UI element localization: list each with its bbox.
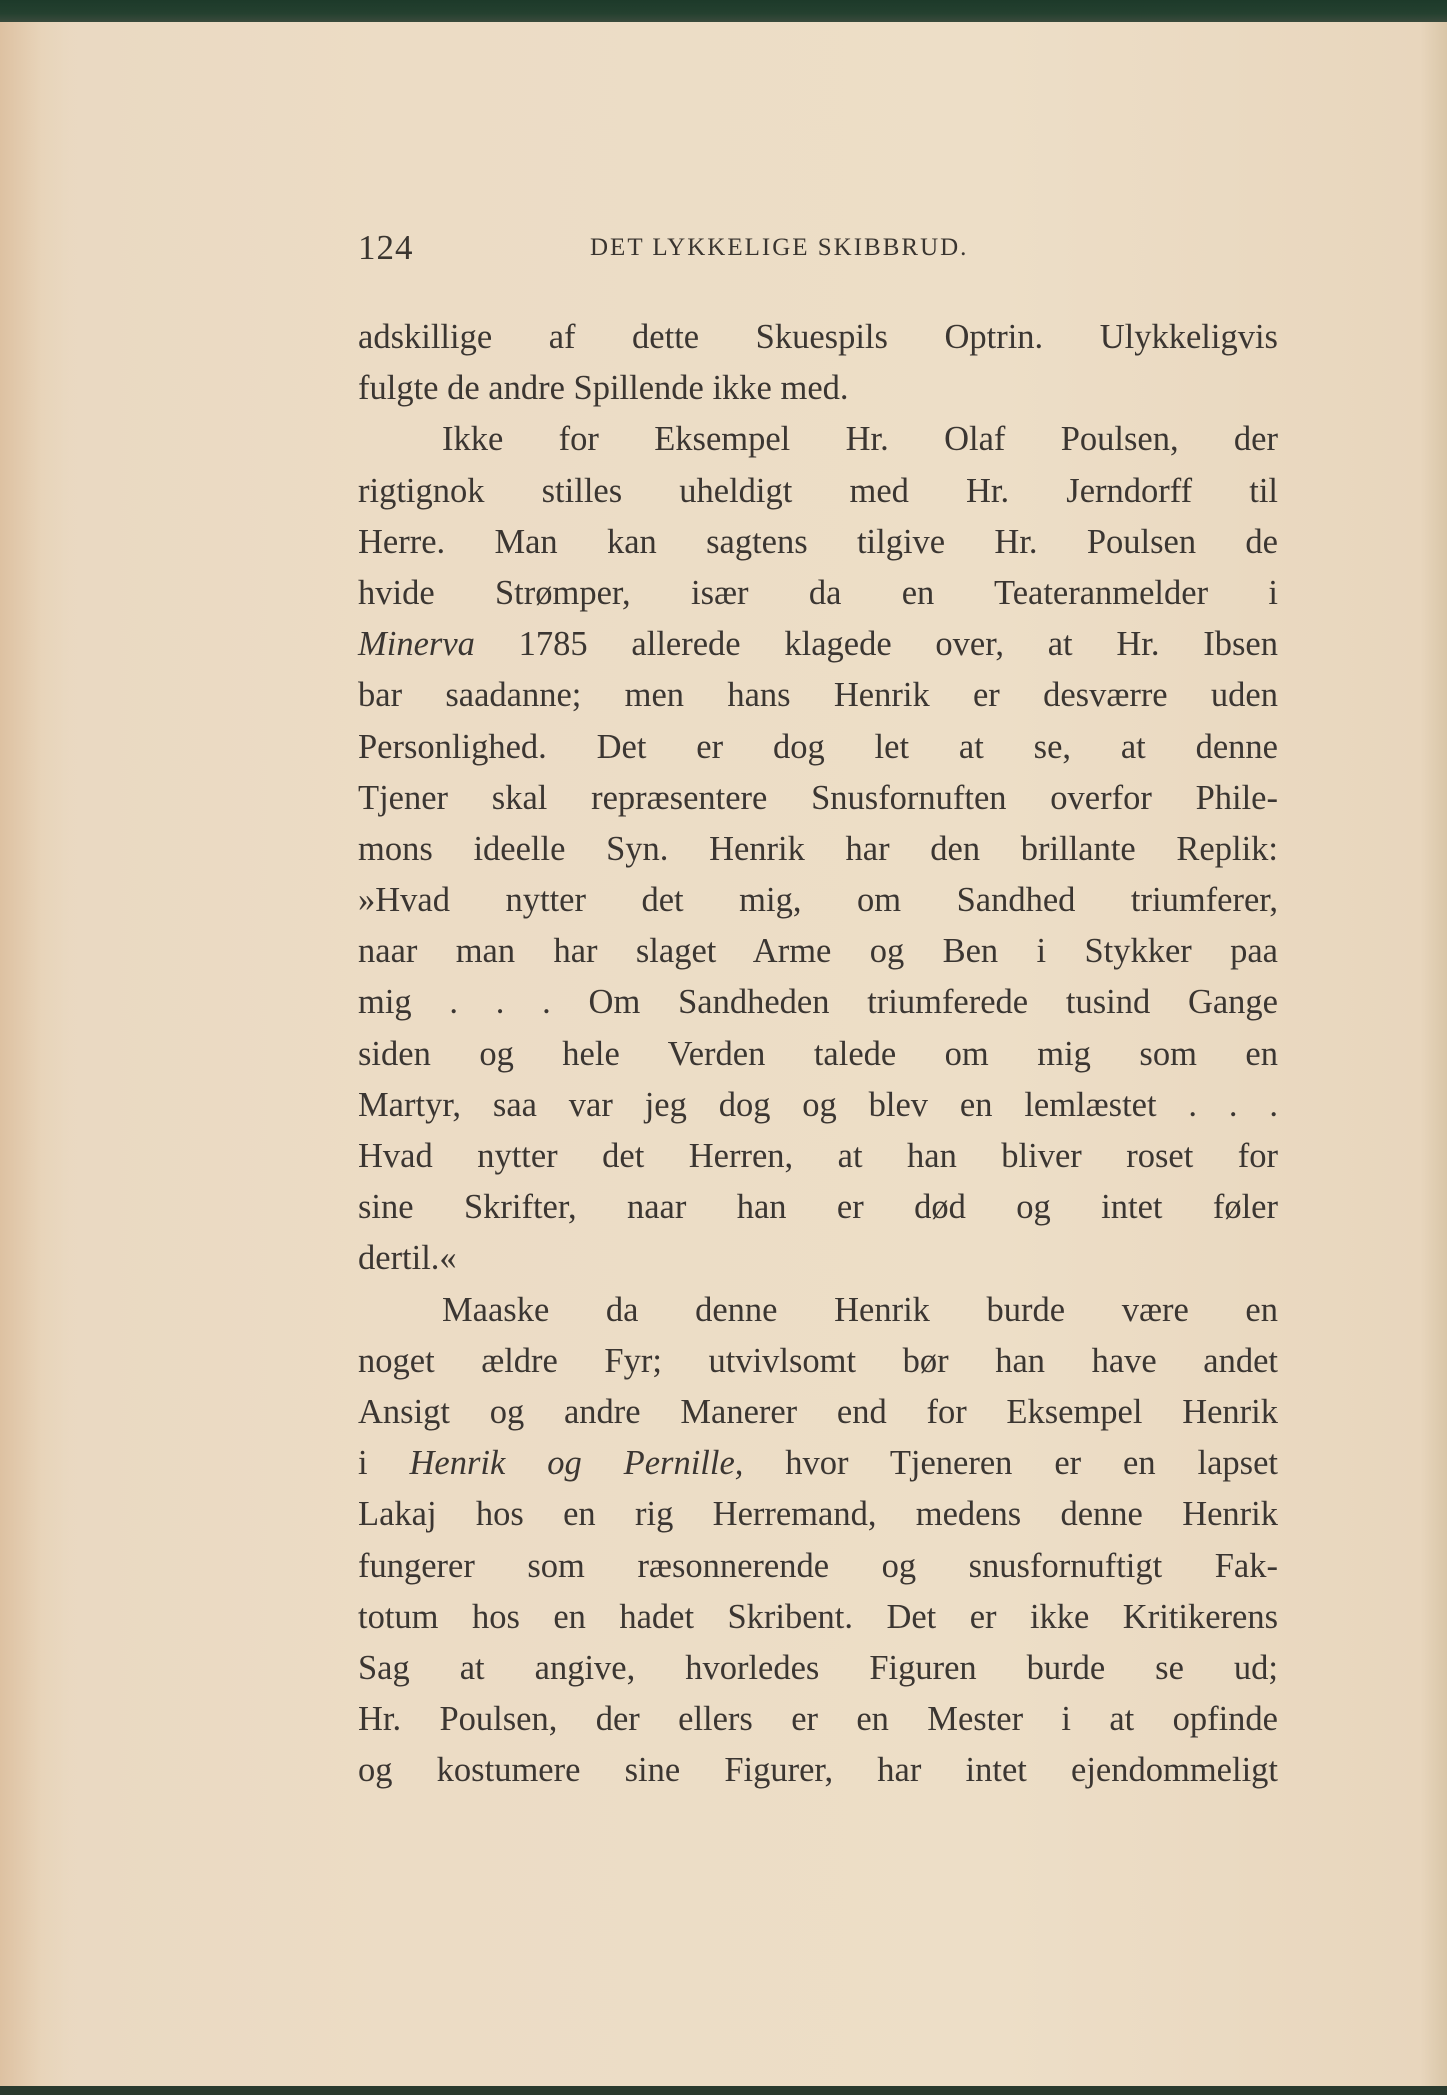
text-line: Ansigt og andre Manerer end for Eksempel Henrik: [358, 1392, 1278, 1431]
text-line: Sag at angive, hvorledes Figuren burde se ud;: [358, 1648, 1278, 1687]
text-line: [358, 1438, 1278, 1489]
text-line: Ikke for Eksempel Hr. Olaf Poulsen, der: [442, 420, 1278, 459]
italic-title: Henrik og Pernille,: [409, 1444, 744, 1483]
text-line: hvide Strømper, især da en Teateranmelder i: [358, 573, 1278, 612]
text-line: Maaske da denne Henrik burde være en: [442, 1290, 1278, 1329]
text-line: mig . . . Om Sandheden triumferede tusind Gange: [358, 983, 1278, 1022]
page-bottom-edge: [0, 2086, 1447, 2095]
text-line: Tjener skal repræsentere Snusfornuften overfor Phile-: [358, 778, 1278, 817]
text-line: rigtignok stilles uheldigt med Hr. Jerndorff til: [358, 471, 1278, 510]
running-title: DET LYKKELIGE SKIBBRUD.: [590, 234, 969, 261]
page-number: 124: [358, 228, 414, 267]
text-line: dertil.«: [358, 1239, 457, 1278]
text-line: bar saadanne; men hans Henrik er desværre uden: [358, 676, 1278, 715]
text-line: sine Skrifter, naar han er død og intet føler: [358, 1188, 1278, 1227]
page-header: [358, 228, 1278, 278]
text-line: [358, 619, 1278, 670]
text-line: Herre. Man kan sagtens tilgive Hr. Poulsen de: [358, 522, 1278, 561]
text-line-start: i: [358, 1444, 410, 1483]
text-line: noget ældre Fyr; utvivlsomt bør han have andet: [358, 1341, 1278, 1380]
italic-title: Minerva: [358, 625, 475, 664]
text-line: fungerer som ræsonnerende og snusfornuftigt Fak-: [358, 1546, 1278, 1585]
text-line: totum hos en hadet Skribent. Det er ikke Kritikerens: [358, 1597, 1278, 1636]
text-line: Lakaj hos en rig Herremand, medens denne Henrik: [358, 1495, 1278, 1534]
text-line: Hvad nytter det Herren, at han bliver roset for: [358, 1137, 1278, 1175]
text-line: og kostumere sine Figurer, har intet ejendommeligt: [358, 1751, 1278, 1790]
text-line-rest: 1785 allerede klagede over, at Hr. Ibsen: [474, 625, 1278, 664]
text-line: fulgte de andre Spillende ikke med.: [358, 369, 849, 408]
text-line: mons ideelle Syn. Henrik har den brillante Replik:: [358, 829, 1278, 868]
text-line: naar man har slaget Arme og Ben i Stykker paa: [358, 932, 1278, 971]
page-top-edge: [0, 0, 1447, 22]
page-gutter-shadow: [0, 18, 70, 2095]
body-text: [358, 312, 1278, 1796]
text-line: Hr. Poulsen, der ellers er en Mester i at opfinde: [358, 1700, 1278, 1739]
text-line: Personlighed. Det er dog let at se, at denne: [358, 727, 1278, 766]
text-line: »Hvad nytter det mig, om Sandhed triumferer,: [358, 881, 1278, 920]
text-line-rest: hvor Tjeneren er en lapset: [743, 1444, 1278, 1483]
text-line: siden og hele Verden talede om mig som en: [358, 1034, 1278, 1073]
text-line: adskillige af dette Skuespils Optrin. Ulykkeligvis: [358, 318, 1278, 356]
text-line: Martyr, saa var jeg dog og blev en lemlæstet . . .: [358, 1085, 1278, 1124]
